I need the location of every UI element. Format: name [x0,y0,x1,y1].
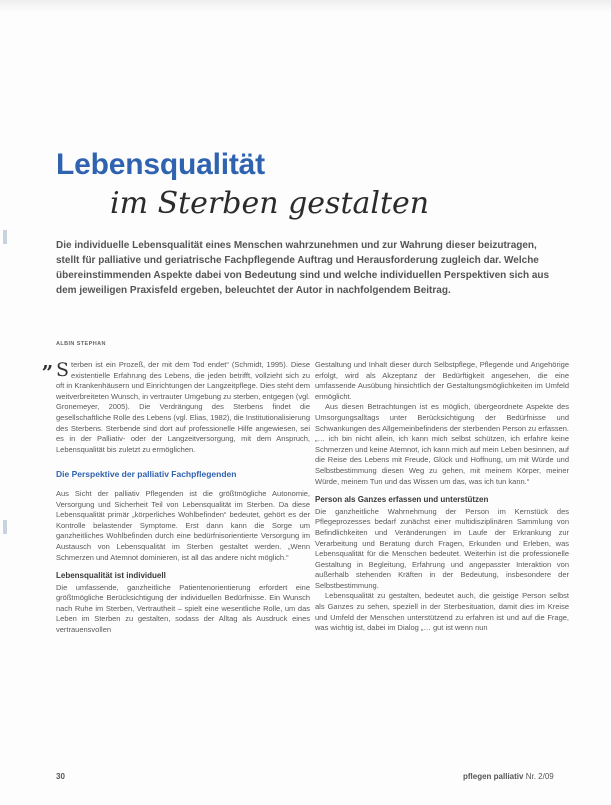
paragraph: Aus Sicht der palliativ Pflegenden ist die größtmögliche Autonomie, Versorgung und Sicherheit Teil von Lebensqualität im Sterben. Da diese Lebensqualität primär „körperliches Wohlbefinden“ bedeutet, gehört es der Kontrolle belastender Symptome. Erst dann kann die Sorge um ganzheitliches Wohlbefinden durch eine bedürfnisorientierte Versorgung im Austausch von Lebensqualität im Sterben gestaltet werden. „Wenn Schmerzen und Atemnot dominieren, ist all das andere nicht möglich.“ [56,488,310,562]
paragraph: Lebensqualität zu gestalten, bedeutet auch, die geistige Person selbst als Ganzes zu sehen, speziell in der Sterbesituation, damit dies im Kreise und Umfeld der Menschen unterstützend zu erfahren ist und auf die Frage, was wichtig ist, dabei im Dialog „… gut ist wenn nun [315,591,569,633]
paragraph: Die umfassende, ganzheitliche Patientenorientierung erfordert eine größtmögliche Berücksichtigung der individuellen Bedürfnisse. Ein Wunsch nach Ruhe im Sterben, Vertrautheit – spielt eine wesentliche Rolle, um das Leben im Sterben zu gestalten, sodass der Alltag als Ausdruck eines vertrauensvollen [56,582,310,635]
margin-mark [3,520,7,534]
page-number: 30 [56,772,65,781]
paragraph: Gestaltung und Inhalt dieser durch Selbstpflege, Pflegende und Angehörige erfolgt, wird als Akzeptanz der Bedürftigkeit angesehen, die eine umfassende Ausübung hinsichtlich der Gestaltungsmöglichkeiten im Umfeld ermöglicht. [315,360,569,401]
opening-paragraph [42,349,310,455]
article-subtitle: im Sterben gestalten [110,186,430,221]
drop-cap: S [56,359,70,381]
paragraph: terben ist ein Prozeß, der mit dem Tod endet“ (Schmidt, 1995). Diese existentielle Erfahrung des Lebens, die jeden betrifft, vollzieht sich zu oft in Krankenhäusern und Einrichtungen der Langzeitpflege. Dies steht dem weitverbreiteten Wunsch, in vertrauter Umgebung zu sterben, entgegen (vgl. Gronemeyer, 2005). Die Verdrängung des Sterbens findet die gesellschaftliche Rolle des Lebens (vgl. Elias, 1982), die Institutionalisierung des Sterbens. Sterbende sind dort auf professionelle Hilfe angewiesen, sei es in der Palliativ- oder der Langzeitversorgung, mit dem Anspruch, Lebensqualität bis zuletzt zu ermöglichen. [56,360,310,454]
publication-name: pflegen palliativ [463,772,524,781]
section-heading: Person als Ganzes erfassen und unterstützen [315,495,489,505]
article-lead: Die individuelle Lebensqualität eines Menschen wahrzunehmen und zur Wahrung dieser beizutragen, stellt für palliative und geriatrische Fachpflegende Auftrag und Herausforderung zugleich dar. Welche übereinstimmenden Aspekte dabei von Bedeutung sind und welche individuellen Perspektiven sich aus dem jeweiligen Praxisfeld ergeben, beleuchtet der Autor in nachfolgendem Beitrag. [56,240,550,296]
section-heading: Lebensqualität ist individuell [56,571,166,581]
publication-footer [463,772,554,781]
scan-edge [0,0,611,12]
article-title: Lebensqualität [56,148,265,181]
paragraph: Die ganzheitliche Wahrnehmung der Person im Kernstück des Pflegeprozesses bedarf zunächst einer multidisziplinären Sammlung von Befindlichkeiten und Veränderungen im Laufe der Erkrankung zur Verarbeitung und Beratung durch Fragen, Erkunden und Erleben, was Lebensqualität für die Menschen bedeutet. Weiterhin ist die professionelle Gestaltung in Begleitung, Erfahrung und angepasster Interaktion von außerhalb stehenden Kräften in der Bedeutung, insbesondere der Selbstbestimmung. [315,506,569,590]
right-column [315,360,569,634]
opening-quote-mark: „ [42,349,54,373]
author-byline: ALBIN STEPHAN [56,341,106,347]
margin-mark [3,230,7,244]
paragraph: Aus diesen Betrachtungen ist es möglich, übergeordnete Aspekte des Umsorgungsalltags unter Berücksichtigung der Bedürfnisse und Schwankungen des Allgemeinbefindens der sterbenden Person zu erfassen. „… ich bin nicht allein, ich kann mich selbst schützen, ich erfahre keine Schmerzen und keine Atemnot, ich kann mich auf mein Leben besinnen, auf die Reise des Lebens mit Freude, Glück und Hoffnung, um mit Würde und Selbstbestimmung diesen Weg zu gehen, mit meinem Körper, meiner Würde, meinem Tun und das Wissen um das, was ich tun kann.“ [315,402,569,486]
issue-number: Nr. 2/09 [525,772,554,781]
section-heading: Die Perspektive der palliativ Fachpflegenden [56,469,237,480]
left-column [42,349,310,636]
